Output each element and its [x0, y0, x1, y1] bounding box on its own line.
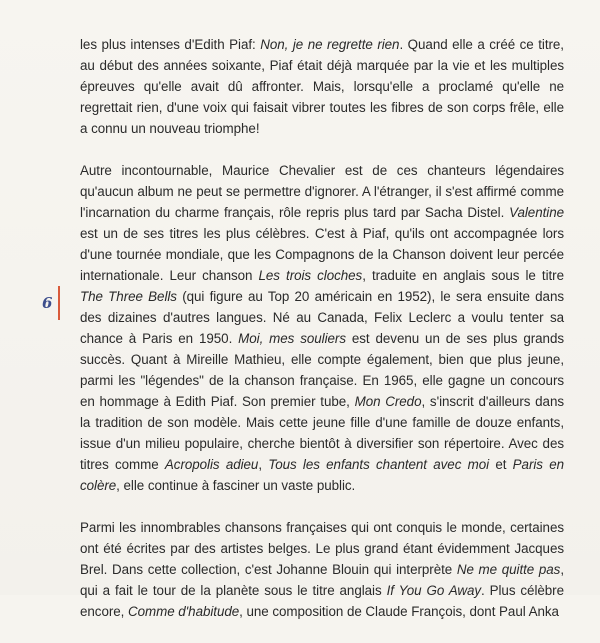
page-marker — [42, 285, 60, 321]
text-segment: . Quand elle a créé ce titre, au début des années soixante, Piaf était déjà marquée par la vie et les multiples épreuves qu'elle avait dû affronter. Mais, lorsqu'elle a proclamé qu'elle ne regrettait rien, d'une voix qui faisait vibrer toutes les fibres de son corps frêle, elle a connu un nouveau triomphe! — [80, 37, 564, 136]
song-title: Acropolis adieu — [164, 457, 259, 472]
paragraph-belgian-artists — [80, 517, 564, 622]
text-segment: , — [258, 457, 269, 472]
text-column — [80, 34, 564, 643]
song-title: Tous les enfants chantent avec moi — [268, 457, 490, 472]
song-title: Paris en colère — [80, 457, 564, 493]
song-title: Les trois cloches — [258, 268, 363, 283]
text-segment: Autre incontournable, Maurice Chevalier est de ces chanteurs légendaires qu'aucun album ne peut se permettre d'ignorer. A l'étranger, il s'est affirmé comme l'incarnation du charme français, rôle repris plus tard par Sacha Distel. — [80, 163, 564, 220]
song-title: Comme d'habitude — [127, 604, 240, 619]
paragraph-chevalier — [80, 160, 564, 496]
text-segment: , s'inscrit d'ailleurs dans la tradition de son modèle. Mais cette jeune fille d'une famille de douze enfants, issue d'un milieu populaire, cherche bientôt à diversifier son répertoire. Avec des titres comme — [80, 394, 564, 472]
song-title: Moi, mes souliers — [238, 331, 346, 346]
page-number-rule — [58, 286, 60, 320]
text-segment: , traduite en anglais sous le titre — [362, 268, 564, 283]
text-segment: est un de ses titres les plus célèbres. C'est à Piaf, qu'ils ont accompagnée lors d'une tournée mondiale, que les Compagnons de la Chanson doivent leur percée internationale. Leur chanson — [80, 226, 564, 283]
song-title: If You Go Away — [386, 583, 481, 598]
text-segment: est devenu un de ses plus grands succès. Quant à Mireille Mathieu, elle compte également, bien que plus jeune, parmi les "légendes" de la chanson française. En 1965, elle gagne un concours en hommage à Edith Piaf. Son premier tube, — [80, 331, 564, 409]
page-number: 6 — [42, 294, 53, 312]
text-segment: Parmi les innombrables chansons françaises qui ont conquis le monde, certaines ont été écrites par des artistes belges. Le plus grand étant évidemment Jacques Brel. Dans cette collection, c'est Johanne Blouin qui interprète — [80, 520, 564, 577]
text-segment: et — [489, 457, 513, 472]
text-segment: , elle continue à fasciner un vaste public. — [116, 478, 356, 493]
text-segment: , qui a fait le tour de la planète sous le titre anglais — [80, 562, 564, 598]
song-title: Valentine — [509, 205, 564, 220]
song-title: Mon Credo — [354, 394, 422, 409]
text-segment: (qui figure au Top 20 américain en 1952), le sera ensuite dans des dizaines d'autres langues. Né au Canada, Felix Leclerc a voulu tenter sa chance à Paris en 1950. — [80, 289, 564, 346]
paragraph-piaf — [80, 34, 564, 139]
text-segment: , une composition de Claude François, dont Paul Anka — [239, 604, 559, 619]
text-segment: les plus intenses d'Edith Piaf: — [80, 37, 261, 52]
song-title: The Three Bells — [80, 289, 177, 304]
text-segment: . Plus célèbre encore, — [80, 583, 564, 619]
song-title: Ne me quitte pas — [456, 562, 561, 577]
song-title: Non, je ne regrette rien — [260, 37, 400, 52]
